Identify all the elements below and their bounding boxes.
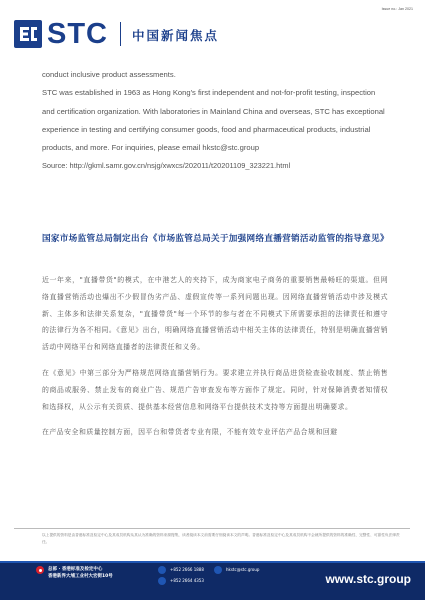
issue-number: Issue no.: Jan 2021 [381,7,413,11]
english-paragraph: STC was established in 1963 as Hong Kong's first independent and not-for-profit testing, inspection and certification organization. With laboratories in Mainland China and overseas, STC has exceptional experience in testing and certifying consumer goods, food and pharmaceutical products, industrial products, and more. For inquiries, please email hkstc@stc.group [42,88,385,153]
hq-label: 总部 · 香港标准及检定中心 [48,567,103,572]
header-divider [120,22,121,46]
email-address[interactable]: hkstc@stc.group [226,567,260,572]
phone-icon [158,566,166,574]
english-continuation: conduct inclusive product assessments. [42,70,176,79]
article-body [42,272,388,450]
article-title: 国家市场监管总局制定出台《市场监管总局关于加强网络直播营销活动监管的指导意见》 [42,234,389,244]
section-title: 中国新闻焦点 [132,28,220,43]
fax-icon [158,577,166,585]
english-section [42,66,388,175]
fax-number: +852 2664 4353 [170,578,204,583]
article-paragraph: 在《意见》中第三部分为严格规范网络直播营销行为。要求建立并执行商品进货检查验收制度、禁止销售的商品或服务、禁止发布的商业广告、规范广告审查发布等方面作了规定。同时，针对保障消费者知情权和选择权，从公示有关资质、提供基本经营信息和网络平台提供技术支持等方面提出明确要求。 [42,368,388,411]
website-link[interactable]: www.stc.group [325,572,411,586]
footer-divider [14,528,410,529]
phone-number[interactable]: +852 2666 1888 [170,567,204,572]
source-link[interactable]: Source: http://gkml.samr.gov.cn/nsjg/xwxcs/202011/t20201109_323221.html [42,161,291,171]
disclaimer-text: 以上提供的资料是由香港标准及检定中心及其成员机构从其认为准确的资料来源搜集，读者阅读本文前需要仔细阅读本文的声明。香港标准及检定中心及其成员机构不会就所提供的资料的准确性、完整性、可靠性负法律责任。 [42,533,400,544]
email-icon [214,566,222,574]
article-paragraph: 近一年来，"直播带货"的模式，在中港艺人的夹持下，成为商家电子商务的重要销售最畅旺的渠道。但网络直播营销活动也爆出不少假冒伪劣产品、虚假宣传等一系列问题出现。因网络直播营销活动中涉及模式新、主体多和法律关系复杂，"直播带货"每一个环节的参与者在不同模式下所需要承担的法律责任和遵守的法律行为各不相同。《意见》出台，明确网络直播营销活动中相关主体的法律责任，特别是明确直播营销活动中网络平台和网络直播者的法律责任和义务。 [42,276,388,352]
page-header [14,18,414,54]
footer-stripe [0,561,425,563]
location-pin-icon [36,566,44,574]
stc-logo-text: STC [47,18,108,50]
stc-logo-icon [14,20,42,48]
hq-street: 香港新界大埔工业村大宏街10号 [48,574,113,579]
article-paragraph: 在产品安全和质量控制方面，因平台和带货者专业有限，不能有效专业评估产品合规和回避 [42,428,338,437]
hq-address [48,566,113,580]
